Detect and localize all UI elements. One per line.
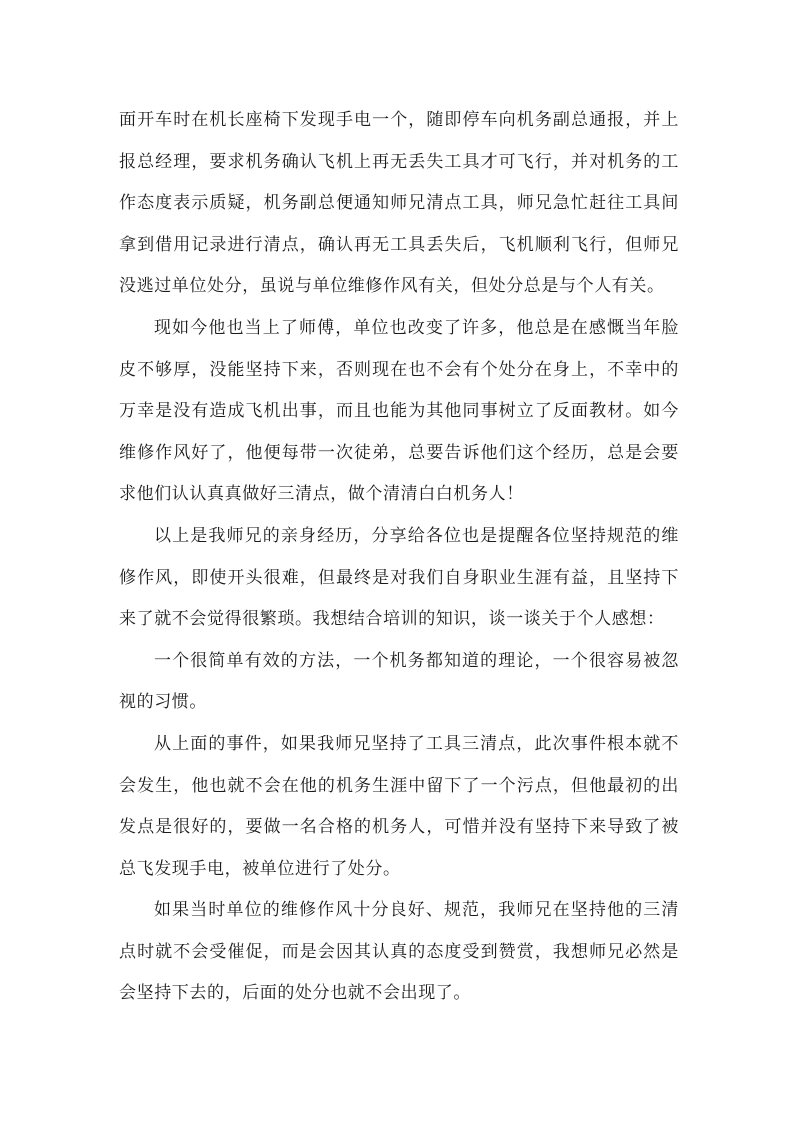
paragraph-1: 面开车时在机长座椅下发现手电一个，随即停车向机务副总通报，并上报总经理，要求机务确认飞机上再无丢失工具才可飞行，并对机务的工作态度表示质疑，机务副总便通知师兄清点工具，师兄急忙赶往工具间拿到借用记录进行清点，确认再无工具丢失后，飞机顺利飞行，但师兄没逃过单位处分，虽说与单位维修作风有关，但处分总是与个人有关。 — [119, 110, 679, 297]
paragraph-3: 以上是我师兄的亲身经历，分享给各位也是提醒各位坚持规范的维修作风，即使开头很难，但最终是对我们自身职业生涯有益，且坚持下来了就不会觉得很繁琐。我想结合培训的知识，谈一谈关于个人感想： — [119, 525, 679, 630]
paragraph-4: 一个很简单有效的方法，一个机务都知道的理论，一个很容易被忽视的习惯。 — [119, 650, 679, 713]
document-body — [119, 100, 679, 1015]
paragraph-6: 如果当时单位的维修作风十分良好、规范，我师兄在坚持他的三清点时就不会受催促，而是会因其认真的态度受到赞赏，我想师兄必然是会坚持下去的，后面的处分也就不会出现了。 — [119, 900, 679, 1004]
paragraph-2: 现如今他也当上了师傅，单位也改变了许多，他总是在感慨当年脸皮不够厚，没能坚持下来，否则现在也不会有个处分在身上，不幸中的万幸是没有造成飞机出事，而且也能为其他同事树立了反面教材。如今维修作风好了，他便每带一次徒弟，总要告诉他们这个经历，总是会要求他们认认真真做好三清点，做个清清白白机务人！ — [119, 317, 679, 505]
paragraph-5: 从上面的事件，如果我师兄坚持了工具三清点，此次事件根本就不会发生，他也就不会在他的机务生涯中留下了一个污点，但他最初的出发点是很好的，要做一名合格的机务人，可惜并没有坚持下来导致了被总飞发现手电，被单位进行了处分。 — [119, 733, 679, 879]
